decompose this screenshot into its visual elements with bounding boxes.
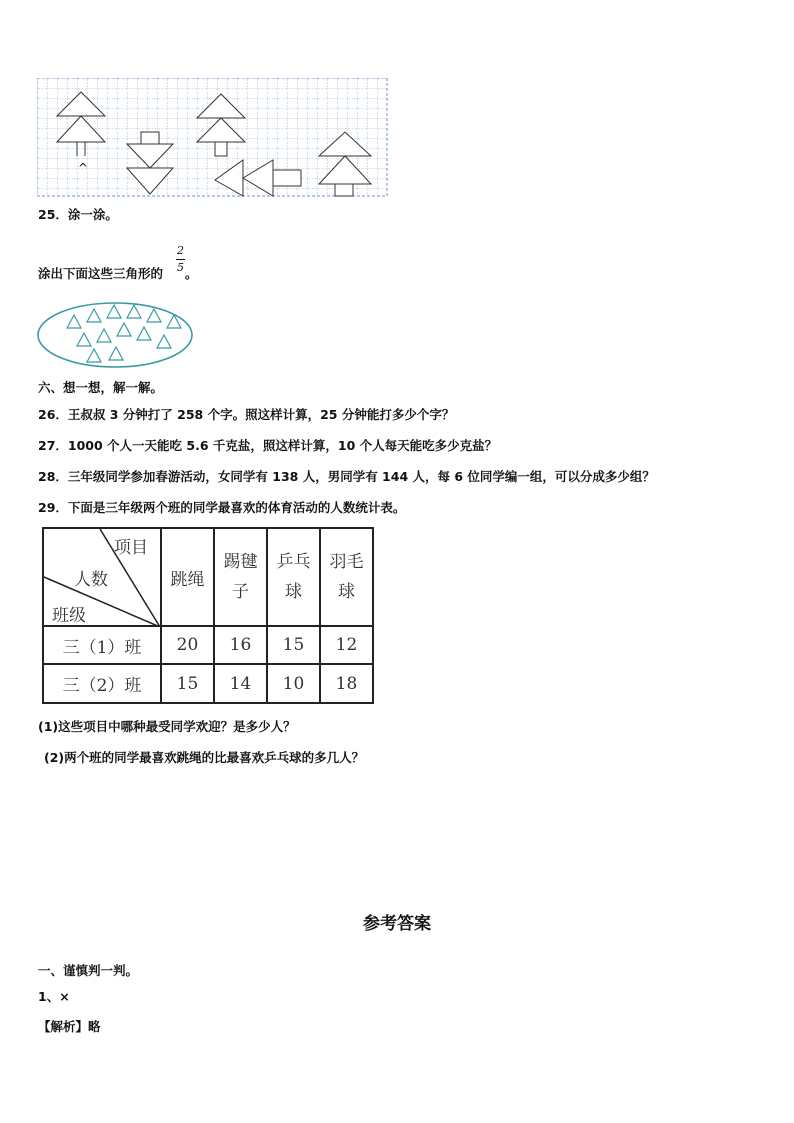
fraction-numerator: 2: [177, 244, 184, 257]
triangle-shape[interactable]: [109, 347, 123, 360]
triangle-shape[interactable]: [117, 323, 131, 336]
cell-value: 20: [161, 626, 214, 664]
answer-item-1: 1、×: [38, 989, 70, 1004]
answer-analysis: 【解析】略: [38, 1019, 101, 1034]
triangle-shape[interactable]: [137, 327, 151, 340]
triangles-ellipse[interactable]: [36, 300, 196, 370]
section-6-title: 六、想一想，解一解。: [38, 380, 164, 395]
table-row: [43, 626, 373, 664]
instruction-period: 。: [185, 266, 198, 281]
triangle-shape[interactable]: [157, 335, 171, 348]
column-header-jumprope: 跳绳: [161, 528, 214, 626]
row-label-class-1: 三（1）班: [43, 626, 161, 664]
triangle-shape[interactable]: [97, 329, 111, 342]
row-label-class-2: 三（2）班: [43, 664, 161, 703]
cell-value: 12: [320, 626, 373, 664]
ellipse-outline: [38, 303, 192, 367]
grid-figure: [37, 78, 389, 198]
triangle-shape[interactable]: [147, 309, 161, 322]
diagonal-header-cell: [43, 528, 161, 626]
column-header-badminton: 羽毛 球: [320, 528, 373, 626]
triangle-shape[interactable]: [87, 309, 101, 322]
cell-value: 15: [161, 664, 214, 703]
question-26: 26．王叔叔 3 分钟打了 258 个字。照这样计算，25 分钟能打多少个字？: [38, 407, 455, 422]
cell-value: 14: [214, 664, 267, 703]
header-item: 项目: [114, 538, 148, 558]
triangle-shape[interactable]: [107, 305, 121, 318]
question-29-title: 29．下面是三年级两个班的同学最喜欢的体育活动的人数统计表。: [38, 500, 406, 515]
cell-value: 18: [320, 664, 373, 703]
triangle-shape[interactable]: [77, 333, 91, 346]
header-count: 人数: [74, 570, 108, 590]
answers-title: 参考答案: [363, 914, 431, 934]
table-header-row: [43, 528, 373, 626]
column-header-shuttlecock: 踢毽 子: [214, 528, 267, 626]
question-29-sub-1: (1)这些项目中哪种最受同学欢迎？是多少人？: [38, 719, 296, 734]
question-25-instruction: [38, 266, 163, 282]
question-29-sub-2: (2)两个班的同学最喜欢跳绳的比最喜欢乒乓球的多几人？: [44, 750, 365, 765]
triangle-shape[interactable]: [87, 349, 101, 362]
answers-section-1: 一、谨慎判一判。: [38, 963, 139, 978]
triangle-shape[interactable]: [67, 315, 81, 328]
question-28: 28．三年级同学参加春游活动，女同学有 138 人，男同学有 144 人，每 6 位同学编一组，可以分成多少组？: [38, 469, 655, 484]
cell-value: 10: [267, 664, 320, 703]
triangle-shape[interactable]: [127, 305, 141, 318]
fraction-bar: [176, 259, 185, 260]
fraction-denominator: 5: [177, 261, 184, 274]
sports-statistics-table: [42, 527, 374, 704]
cell-value: 16: [214, 626, 267, 664]
question-27: 27．1000 个人一天能吃 5.6 千克盐，照这样计算，10 个人每天能吃多少克盐？: [38, 438, 498, 453]
header-class: 班级: [52, 606, 86, 626]
question-25-title: 25．涂一涂。: [38, 207, 118, 222]
cell-value: 15: [267, 626, 320, 664]
small-mark: ^: [78, 161, 89, 175]
table-row: [43, 664, 373, 703]
instruction-text: 涂出下面这些三角形的: [38, 266, 164, 281]
column-header-pingpong: 乒乓 球: [267, 528, 320, 626]
